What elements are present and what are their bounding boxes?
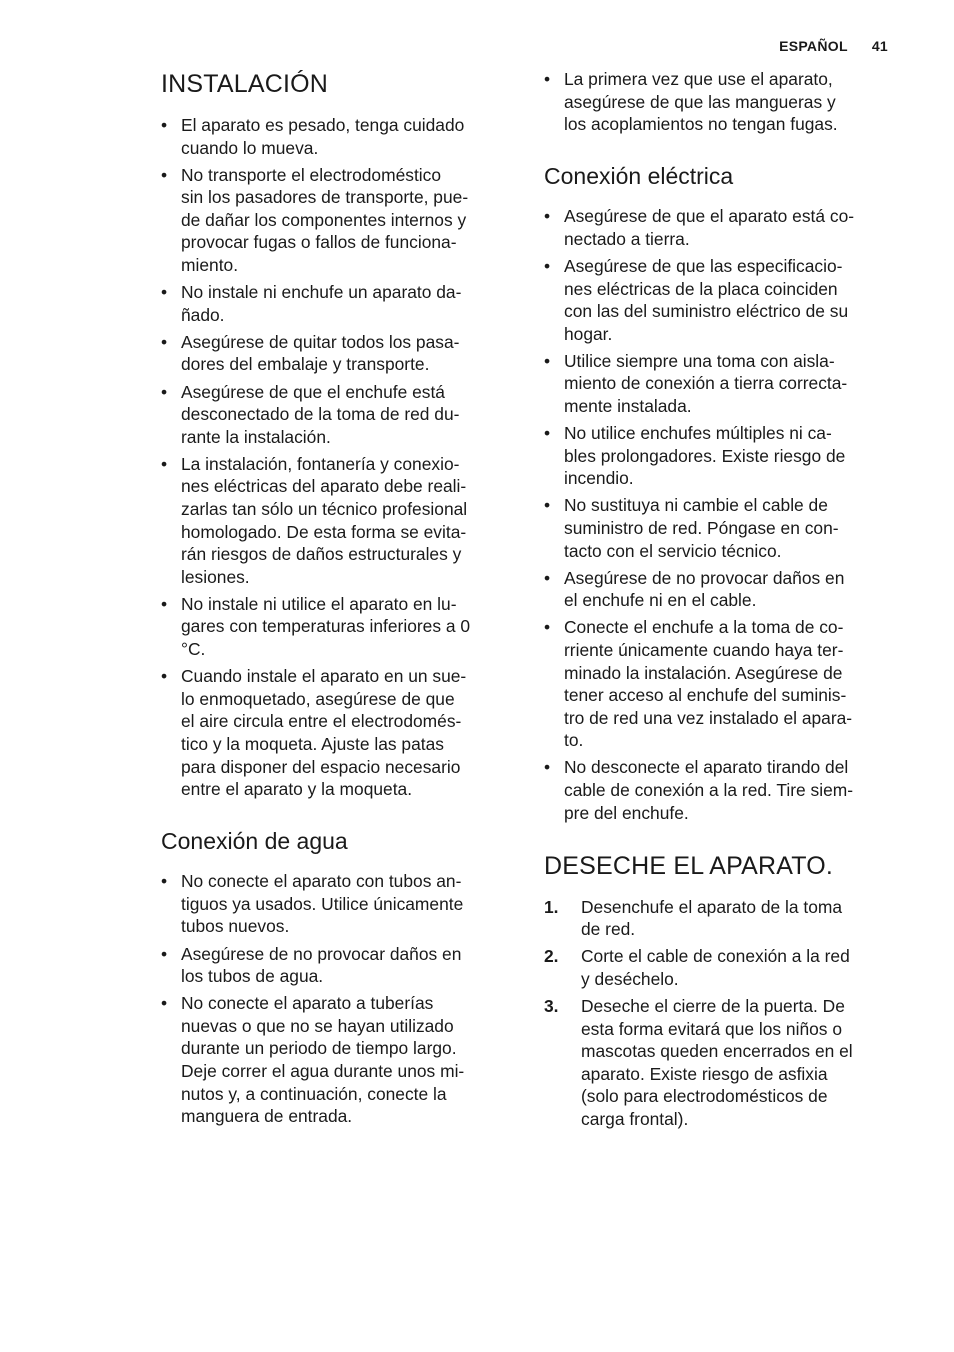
- list-item-text: Conecte el enchufe a la toma de co- rriente únicamente cuando haya ter- minado la instalación. Asegúrese de tener acceso al enchufe del suminis- tro de red una vez instalado el apara- to.: [564, 617, 853, 751]
- left-column: [161, 68, 513, 1132]
- list-item-text: Cuando instale el aparato en un sue- lo enmoquetado, asegúrese de que el aire circula entre el electrodomés- tico y la moqueta. Ajuste las patas para disponer del espacio necesario entre el aparato y la moqueta.: [181, 666, 467, 800]
- list-item-text: No conecte el aparato a tuberías nuevas o que no se hayan utilizado durante un periodo de tiempo largo. Deje correr el agua durante unos mi- nutos y, a continuación, conecte la manguera de entrada.: [181, 993, 465, 1127]
- list-item-text: No instale ni enchufe un aparato da- ñado.: [181, 282, 462, 325]
- list-item: [544, 756, 900, 824]
- bullet-icon: •: [544, 757, 551, 778]
- list-item: [544, 616, 900, 752]
- water-connection-list-continued: [544, 68, 900, 136]
- bullet-icon: •: [161, 666, 168, 687]
- bullet-icon: •: [544, 495, 551, 516]
- disposal-steps: [544, 896, 900, 1131]
- bullet-icon: •: [161, 593, 168, 614]
- right-column: [544, 68, 900, 1135]
- page-header: [779, 38, 888, 54]
- disposal-title: DESECHE EL APARATO.: [544, 851, 834, 880]
- list-item-text: No transporte el electrodoméstico sin los pasadores de transporte, pue- de dañar los componentes internos y provocar fugas o fallos de funciona- miento.: [181, 164, 469, 276]
- bullet-icon: •: [544, 567, 551, 588]
- bullet-icon: •: [161, 164, 168, 185]
- list-item: [161, 114, 513, 159]
- step-number: 3.: [544, 996, 559, 1017]
- list-item-text: No conecte el aparato con tubos an- tiguos ya usados. Utilice únicamente tubos nuevos.: [181, 871, 464, 937]
- bullet-icon: •: [544, 423, 551, 444]
- list-item-text: Asegúrese de que el enchufe está desconectado de la toma de red du- rante la instalación.: [181, 381, 460, 447]
- bullet-icon: •: [161, 993, 168, 1014]
- list-item-text: No utilice enchufes múltiples ni ca- bles prolongadores. Existe riesgo de incendio.: [564, 423, 846, 489]
- step-number: 2.: [544, 946, 559, 967]
- electrical-connection-title: Conexión eléctrica: [544, 163, 734, 190]
- list-item: [161, 992, 513, 1128]
- list-item-text: Utilice siempre una toma con aisla- miento de conexión a tierra correcta- mente instalada.: [564, 350, 848, 417]
- step-item: [544, 896, 900, 941]
- bullet-icon: •: [161, 453, 168, 474]
- list-item-text: Asegúrese de que las especificacio- nes eléctricas de la placa coinciden con las del suministro eléctrico de su hogar.: [564, 255, 849, 344]
- list-item-text: La primera vez que use el aparato, asegúrese de que las mangueras y los acoplamientos no tengan fugas.: [564, 69, 838, 135]
- list-item: [544, 255, 900, 345]
- list-item: [161, 281, 513, 326]
- step-item: [544, 945, 900, 990]
- list-item-text: Asegúrese de no provocar daños en los tubos de agua.: [181, 943, 462, 987]
- list-item-text: No desconecte el aparato tirando del cable de conexión a la red. Tire siem- pre del enchufe.: [564, 757, 854, 823]
- bullet-icon: •: [544, 350, 551, 371]
- step-text: Desenchufe el aparato de la toma de red.: [581, 896, 843, 940]
- installation-title: INSTALACIÓN: [161, 70, 329, 98]
- bullet-icon: •: [161, 115, 168, 135]
- list-item-text: No sustituya ni cambie el cable de suministro de red. Póngase en con- tacto con el servicio técnico.: [564, 495, 839, 561]
- list-item: [161, 381, 513, 449]
- list-item-text: Asegúrese de no provocar daños en el enchufe ni en el cable.: [564, 567, 845, 611]
- step-item: [544, 995, 900, 1131]
- bullet-icon: •: [161, 282, 168, 303]
- water-connection-title: Conexión de agua: [161, 828, 348, 855]
- bullet-icon: •: [161, 871, 168, 892]
- list-item-text: El aparato es pesado, tenga cuidado cuando lo mueva.: [181, 115, 465, 158]
- step-text: Deseche el cierre de la puerta. De esta forma evitará que los niños o mascotas queden encerrados en el aparato. Existe riesgo de asfixia (solo para electrodomésticos de carga frontal).: [581, 996, 853, 1130]
- bullet-icon: •: [544, 69, 551, 89]
- step-number: 1.: [544, 896, 559, 917]
- list-item: [544, 68, 900, 136]
- list-item: [161, 665, 513, 801]
- list-item-text: Asegúrese de quitar todos los pasa- dores del embalaje y transporte.: [181, 331, 460, 375]
- list-item: [544, 567, 900, 612]
- installation-list: [161, 114, 513, 801]
- list-item: [544, 350, 900, 418]
- list-item: [161, 593, 513, 661]
- bullet-icon: •: [544, 255, 551, 276]
- list-item: [544, 422, 900, 490]
- list-item: [161, 870, 513, 938]
- section-label: ESPAÑOL: [779, 38, 848, 54]
- page-number: 41: [871, 38, 888, 54]
- list-item: [544, 494, 900, 562]
- step-text: Corte el cable de conexión a la red y deséchelo.: [581, 946, 850, 989]
- bullet-icon: •: [161, 381, 168, 402]
- list-item: [161, 164, 513, 277]
- electrical-connection-list: [544, 205, 900, 824]
- list-item-text: Asegúrese de que el aparato está co- nectado a tierra.: [564, 206, 855, 249]
- water-connection-list: [161, 870, 513, 1128]
- list-item: [161, 943, 513, 988]
- list-item: [161, 453, 513, 589]
- bullet-icon: •: [544, 617, 551, 638]
- list-item-text: La instalación, fontanería y conexio- nes eléctricas del aparato debe reali- zarlas tan sólo un técnico profesional homologado. De esta forma se evita- rán riesgos de daños estructurales y lesiones.: [181, 453, 468, 587]
- bullet-icon: •: [161, 943, 168, 964]
- list-item-text: No instale ni utilice el aparato en lu- gares con temperaturas inferiores a 0 °C.: [181, 593, 471, 660]
- list-item: [544, 205, 900, 250]
- bullet-icon: •: [544, 206, 551, 227]
- list-item: [161, 331, 513, 376]
- bullet-icon: •: [161, 331, 168, 352]
